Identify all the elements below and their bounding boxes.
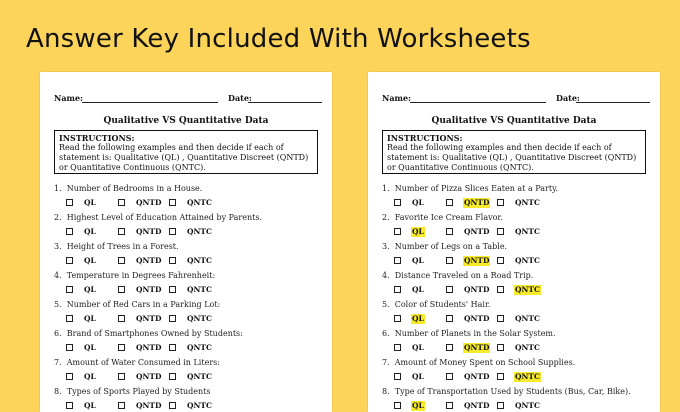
worksheet-title: Qualitative VS Quantitative Data [431,116,597,126]
question-label: Amount of Money Spent on School Supplies. [394,358,576,367]
question-label: Distance Traveled on a Road Trip. [394,271,534,280]
checkbox[interactable] [497,315,504,322]
option-label: QL [84,401,96,410]
option-label: QNTD [464,401,490,410]
option-label: QL [84,198,96,207]
option-label: QNTD [136,256,162,265]
date-line [248,102,322,103]
question-text [54,242,179,251]
question-label: Number of Legs on a Table. [394,242,508,251]
question-item [382,271,654,299]
checkbox[interactable] [446,373,453,380]
checkbox[interactable] [394,344,401,351]
checkbox[interactable] [66,315,73,322]
checkbox[interactable] [169,402,176,409]
question-text [54,213,262,222]
checkbox[interactable] [497,402,504,409]
question-number: 1. [382,184,390,193]
banner-heading: Answer Key Included With Worksheets [26,24,531,54]
question-number: 2. [382,213,390,222]
question-text [382,184,558,193]
question-item [54,184,326,212]
question-text [382,329,556,338]
checkbox[interactable] [169,228,176,235]
checkbox[interactable] [446,257,453,264]
question-text [54,271,215,280]
option-label: QL [412,314,424,323]
option-label: QNTD [136,227,162,236]
question-text [54,387,211,396]
checkbox[interactable] [446,344,453,351]
option-label: QNTD [136,314,162,323]
question-text [382,358,575,367]
name-date-header [54,93,322,105]
checkbox[interactable] [394,286,401,293]
option-label: QNTD [464,198,490,207]
question-label: Temperature in Degrees Fahrenheit: [66,271,216,280]
question-item [54,213,326,241]
question-text [54,300,220,309]
checkbox[interactable] [169,286,176,293]
checkbox[interactable] [169,373,176,380]
option-label: QL [412,401,424,410]
option-label: QNTC [187,314,212,323]
option-label: QL [412,227,424,236]
checkbox[interactable] [497,286,504,293]
instructions-box [382,130,646,174]
option-label: QNTC [187,285,212,294]
question-number: 3. [382,242,390,251]
question-number: 8. [382,387,390,396]
question-label: Highest Level of Education Attained by Parents. [66,213,263,222]
checkbox[interactable] [394,315,401,322]
option-label: QL [84,256,96,265]
worksheet-answer-key [368,72,660,412]
question-number: 7. [54,358,62,367]
checkbox[interactable] [394,228,401,235]
checkbox[interactable] [66,199,73,206]
question-item [54,300,326,328]
checkbox[interactable] [446,402,453,409]
checkbox[interactable] [118,199,125,206]
option-label: QNTC [515,314,540,323]
question-number: 6. [382,329,390,338]
checkbox[interactable] [446,315,453,322]
question-label: Number of Red Cars in a Parking Lot: [66,300,221,309]
instructions-body: Read the following examples and then decide if each of statement is: Qualitative (QL) , Quantitative Discreet (QNTD) or Quantitative Continuous (QNTC). [387,143,637,172]
question-item [382,213,654,241]
checkbox[interactable] [169,257,176,264]
question-label: Color of Students' Hair. [394,300,491,309]
instructions-heading: INSTRUCTIONS: [387,133,463,143]
checkbox[interactable] [66,257,73,264]
option-label: QL [412,343,424,352]
option-label: QNTD [136,198,162,207]
option-label: QNTC [515,227,540,236]
question-label: Number of Bedrooms in a House. [66,184,203,193]
question-text [382,300,490,309]
checkbox[interactable] [497,373,504,380]
question-number: 4. [54,271,62,280]
checkbox[interactable] [394,257,401,264]
name-line [410,102,546,103]
option-label: QNTD [464,372,490,381]
option-label: QNTD [136,372,162,381]
option-label: QL [84,343,96,352]
option-label: QL [84,372,96,381]
option-label: QL [412,285,424,294]
checkbox[interactable] [118,257,125,264]
option-label: QNTC [187,227,212,236]
checkbox[interactable] [446,228,453,235]
worksheet-title: Qualitative VS Quantitative Data [103,116,269,126]
option-label: QNTC [515,256,540,265]
checkbox[interactable] [394,199,401,206]
checkbox[interactable] [66,228,73,235]
question-label: Brand of Smartphones Owned by Students: [66,329,243,338]
option-label: QNTD [464,256,490,265]
option-label: QNTD [136,285,162,294]
checkbox[interactable] [446,199,453,206]
checkbox[interactable] [497,199,504,206]
question-item [54,358,326,386]
question-label: Type of Transportation Used by Students (Bus, Car, Bike). [394,387,631,396]
instructions-body: Read the following examples and then decide if each of statement is: Qualitative (QL) , Quantitative Discreet (QNTD) or Quantitative Continuous (QNTC). [59,143,309,172]
question-text [382,271,533,280]
checkbox[interactable] [118,228,125,235]
checkbox[interactable] [118,373,125,380]
question-label: Number of Planets in the Solar System. [394,329,556,338]
checkbox[interactable] [169,199,176,206]
question-text [54,329,243,338]
question-number: 2. [54,213,62,222]
option-label: QNTC [187,372,212,381]
name-date-header [382,93,650,105]
option-label: QNTC [187,401,212,410]
question-label: Types of Sports Played by Students [66,387,211,396]
question-number: 8. [54,387,62,396]
option-label: QNTD [136,401,162,410]
option-label: QNTC [515,285,540,294]
checkbox[interactable] [118,344,125,351]
option-label: QL [412,198,424,207]
checkbox[interactable] [66,373,73,380]
question-item [54,329,326,357]
option-label: QNTC [515,401,540,410]
question-item [54,271,326,299]
checkbox[interactable] [497,257,504,264]
question-item [382,184,654,212]
option-label: QL [84,314,96,323]
question-text [54,358,220,367]
question-item [54,242,326,270]
option-label: QL [412,256,424,265]
question-label: Number of Pizza Slices Eaten at a Party. [394,184,559,193]
option-label: QNTD [464,227,490,236]
checkbox[interactable] [118,286,125,293]
question-label: Height of Trees in a Forest. [66,242,179,251]
checkbox[interactable] [497,228,504,235]
option-label: QNTC [187,198,212,207]
question-number: 6. [54,329,62,338]
question-item [382,300,654,328]
question-number: 1. [54,184,62,193]
name-label: Name: [382,93,412,103]
date-line [576,102,650,103]
option-label: QNTD [464,343,490,352]
question-text [54,184,202,193]
question-item [382,242,654,270]
name-line [82,102,218,103]
option-label: QNTC [187,343,212,352]
question-item [54,387,326,412]
checkbox[interactable] [497,344,504,351]
checkbox[interactable] [66,344,73,351]
instructions-box [54,130,318,174]
question-label: Favorite Ice Cream Flavor. [394,213,503,222]
question-text [382,213,503,222]
checkbox[interactable] [169,315,176,322]
checkbox[interactable] [446,286,453,293]
option-label: QNTC [515,198,540,207]
question-text [382,387,631,396]
checkbox[interactable] [394,402,401,409]
name-label: Name: [54,93,84,103]
option-label: QNTD [464,314,490,323]
question-item [382,358,654,386]
option-label: QNTD [464,285,490,294]
option-label: QL [412,372,424,381]
question-number: 5. [54,300,62,309]
question-number: 7. [382,358,390,367]
question-number: 4. [382,271,390,280]
checkbox[interactable] [169,344,176,351]
question-number: 5. [382,300,390,309]
option-label: QNTC [187,256,212,265]
question-item [382,387,654,412]
option-label: QNTC [515,343,540,352]
date-label: Date: [556,93,580,103]
checkbox[interactable] [66,286,73,293]
option-label: QNTD [136,343,162,352]
question-number: 3. [54,242,62,251]
question-text [382,242,507,251]
checkbox[interactable] [118,402,125,409]
question-label: Amount of Water Consumed in Liters: [66,358,220,367]
worksheet-blank [40,72,332,412]
option-label: QNTC [515,372,540,381]
option-label: QL [84,227,96,236]
checkbox[interactable] [394,373,401,380]
checkbox[interactable] [118,315,125,322]
checkbox[interactable] [66,402,73,409]
date-label: Date: [228,93,252,103]
instructions-heading: INSTRUCTIONS: [59,133,135,143]
option-label: QL [84,285,96,294]
question-item [382,329,654,357]
